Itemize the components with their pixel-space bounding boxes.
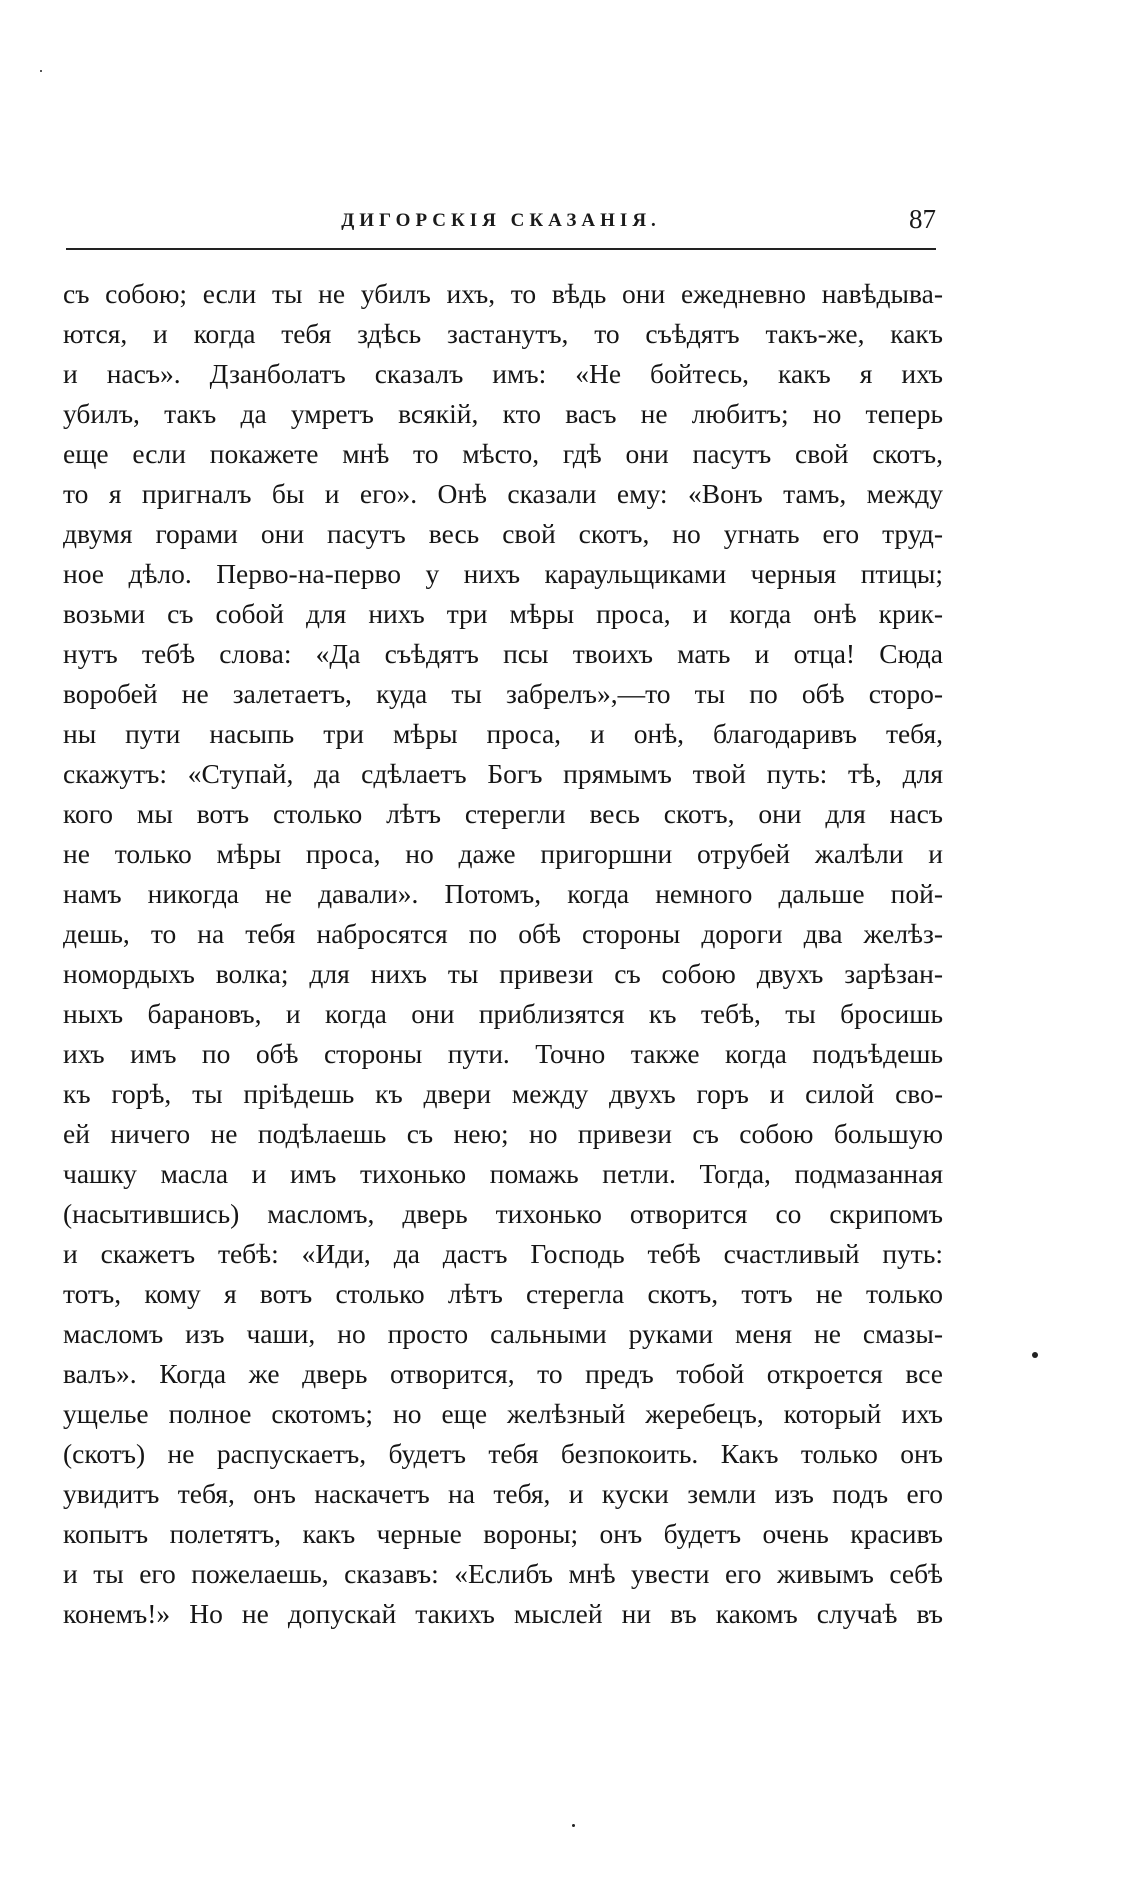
text-line: то я пригналъ бы и его». Онѣ сказали ему: «Вонъ тамъ, между [63,478,943,509]
text-line: двумя горами они пасутъ весь свой скотъ, но угнать его труд- [63,518,943,549]
text-line: нутъ тебѣ слова: «Да съѣдятъ псы твоихъ мать и отца! Сюда [63,638,943,669]
text-line: копытъ полетятъ, какъ черные вороны; онъ будетъ очень красивъ [63,1518,943,1549]
text-line: валъ». Когда же дверь отворится, то предъ тобой откроется все [63,1358,943,1389]
scan-speck [1032,1352,1038,1358]
text-line: номордыхъ волка; для нихъ ты привези съ собою двухъ зарѣзан- [63,958,943,989]
text-line: убилъ, такъ да умретъ всякій, кто васъ не любитъ; но теперь [63,398,943,429]
text-line: ихъ имъ по обѣ стороны пути. Точно также когда подъѣдешь [63,1038,943,1069]
text-line: масломъ изъ чаши, но просто сальными руками меня не смазы- [63,1318,943,1349]
text-line: ей ничего не подѣлаешь съ нею; но привези съ собою большую [63,1118,943,1149]
text-line: намъ никогда не давали». Потомъ, когда немного дальше пой- [63,878,943,909]
text-line: и насъ». Дзанболатъ сказалъ имъ: «Не бойтесь, какъ я ихъ [63,358,943,389]
text-line: чашку масла и имъ тихонько помажь петли. Тогда, подмазанная [63,1158,943,1189]
text-line: скажутъ: «Ступай, да сдѣлаетъ Богъ прямымъ твой путь: тѣ, для [63,758,943,789]
text-line: не только мѣры проса, но даже пригоршни отрубей жалѣли и [63,838,943,869]
text-line: возьми съ собой для нихъ три мѣры проса, и когда онѣ крик- [63,598,943,629]
text-line: и ты его пожелаешь, сказавъ: «Еслибъ мнѣ увести его живымъ себѣ [63,1558,943,1589]
text-line: ныхъ барановъ, и когда они приблизятся къ тебѣ, ты бросишь [63,998,943,1029]
text-line: съ собою; если ты не убилъ ихъ, то вѣдь они ежедневно навѣдыва- [63,278,943,309]
text-line: къ горѣ, ты пріѣдешь къ двери между двухъ горъ и силой сво- [63,1078,943,1109]
text-line: воробей не залетаетъ, куда ты забрелъ»,—то ты по обѣ сторо- [63,678,943,709]
page-number: 87 [909,204,936,234]
body-text [63,274,943,1634]
text-line: (насытившись) масломъ, дверь тихонько отворится со скрипомъ [63,1198,943,1229]
text-line: ущелье полное скотомъ; но еще желѣзный жеребецъ, который ихъ [63,1398,943,1429]
running-title: ДИГОРСКІЯ СКАЗАНІЯ. [341,210,661,231]
text-line: еще если покажете мнѣ то мѣсто, гдѣ они пасутъ свой скотъ, [63,438,943,469]
text-line: кого мы вотъ столько лѣтъ стерегли весь скотъ, они для насъ [63,798,943,829]
text-line: ются, и когда тебя здѣсь застанутъ, то съѣдятъ такъ-же, какъ [63,318,943,349]
scan-speck [40,70,42,72]
text-line: дешь, то на тебя набросятся по обѣ стороны дороги два желѣз- [63,918,943,949]
running-head [66,206,936,242]
text-line: тотъ, кому я вотъ столько лѣтъ стерегла скотъ, тотъ не только [63,1278,943,1309]
header-rule [66,248,936,250]
scan-speck [572,1824,575,1827]
text-line: и скажетъ тебѣ: «Иди, да дастъ Господь тебѣ счастливый путь: [63,1238,943,1269]
text-line: увидитъ тебя, онъ наскачетъ на тебя, и куски земли изъ подъ его [63,1478,943,1509]
text-line: ное дѣло. Перво-на-перво у нихъ караульщиками черныя птицы; [63,558,943,589]
text-line: конемъ!» Но не допускай такихъ мыслей ни въ какомъ случаѣ въ [63,1598,943,1629]
text-line: (скотъ) не распускаетъ, будетъ тебя безпокоить. Какъ только онъ [63,1438,943,1469]
text-line: ны пути насыпь три мѣры проса, и онѣ, благодаривъ тебя, [63,718,943,749]
